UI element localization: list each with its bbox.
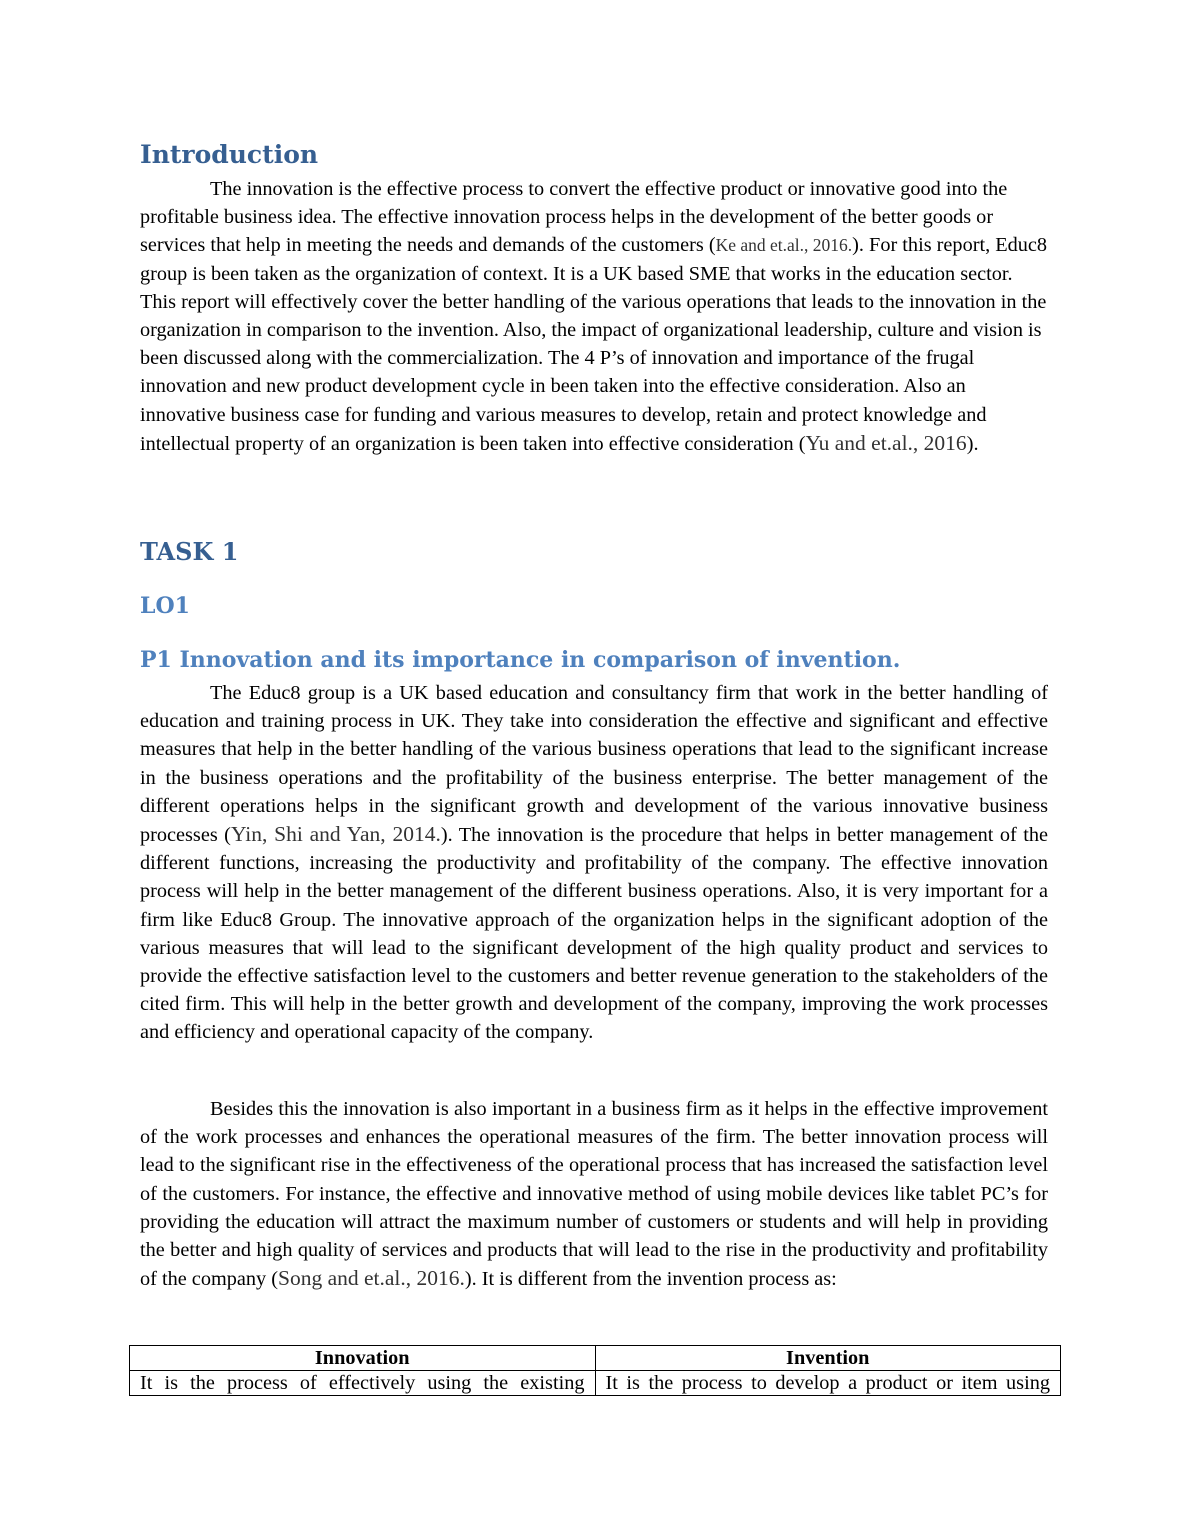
p1-text-b: ). The innovation is the procedure that helps in better management of the different functions, increasing the productivity and profitability of the company. The effective innovation process will help in the better management of the different business operations. Also, it is very important for a firm like Educ8 Group. The innovative approach of the organization helps in the significant adoption of the various measures that will lead to the significant development of the high quality product and services to provide the effective satisfaction level to the customers and better revenue generation to the stakeholders of the cited firm. This will help in the better growth and development of the company, improving the work processes and efficiency and operational capacity of the company. bbox=[140, 824, 1048, 1044]
citation: Song and et.al., 2016. bbox=[277, 1266, 465, 1291]
citation: Yin, Shi and Yan, 2014. bbox=[230, 822, 441, 847]
intro-text-a: The innovation is the effective process to convert the effective product or innovative good into the profitable business idea. The effective innovation process helps in the development of the better goods or services that help in meeting the needs and demands of the customers ( bbox=[140, 178, 1008, 257]
p1-paragraph-2 bbox=[140, 1095, 1048, 1293]
intro-text-b: ). For this report, Educ8 group is been taken as the organization of context. It is a UK based SME that works in the education sector. This report will effectively cover the better handling of the various operations that leads to the innovation in the organization in comparison to the invention. Also, the impact of organizational leadership, culture and vision is been discussed along with the commercialization. The 4 P’s of innovation and importance of the frugal innovation and new product development cycle in been taken into the effective consideration. Also an innovative business case for funding and various measures to develop, retain and protect knowledge and intellectual property of an organization is been taken into effective consideration ( bbox=[140, 234, 1048, 455]
comparison-table-wrapper bbox=[129, 1345, 1061, 1396]
p1-text-a: The Educ8 group is a UK based education and consultancy firm that work in the better handling of education and training process in UK. They take into consideration the effective and significant and effective measures that help in the better handling of the various business operations that lead to the significant increase in the business operations and the profitability of the business enterprise. The better management of the different operations helps in the significant growth and development of the various innovative business processes ( bbox=[140, 682, 1048, 847]
citation: Yu and et.al., 2016 bbox=[805, 430, 967, 455]
table-cell-invention: It is the process to develop a product or item using bbox=[595, 1371, 1061, 1396]
introduction-paragraph bbox=[140, 175, 1048, 458]
table-cell-innovation: It is the process of effectively using the existing bbox=[130, 1371, 596, 1396]
task-heading: TASK 1 bbox=[140, 537, 239, 566]
introduction-heading: Introduction bbox=[140, 140, 319, 169]
p2-text-a: Besides this the innovation is also important in a business firm as it helps in the effective improvement of the work processes and enhances the operational measures of the firm. The better innovation process will lead to the significant rise in the effectiveness of the operational process that has increased the satisfaction level of the customers. For instance, the effective and innovative method of using mobile devices like tablet PC’s for providing the education will attract the maximum number of customers or students and will help in providing the better and high quality of services and products that will lead to the rise in the productivity and profitability of the company ( bbox=[140, 1098, 1048, 1291]
table-header-row bbox=[130, 1346, 1061, 1371]
citation: Ke and et.al., 2016. bbox=[715, 235, 853, 256]
table-header-innovation: Innovation bbox=[130, 1346, 596, 1371]
table-row bbox=[130, 1371, 1061, 1396]
p1-paragraph-1 bbox=[140, 679, 1048, 1047]
table-header-invention: Invention bbox=[595, 1346, 1061, 1371]
p2-text-b: ). It is different from the invention process as: bbox=[464, 1268, 837, 1291]
p1-heading: P1 Innovation and its importance in comparison of invention. bbox=[140, 647, 901, 673]
intro-text-c: ). bbox=[966, 432, 979, 455]
lo-heading: LO1 bbox=[140, 593, 190, 619]
comparison-table bbox=[129, 1345, 1061, 1396]
